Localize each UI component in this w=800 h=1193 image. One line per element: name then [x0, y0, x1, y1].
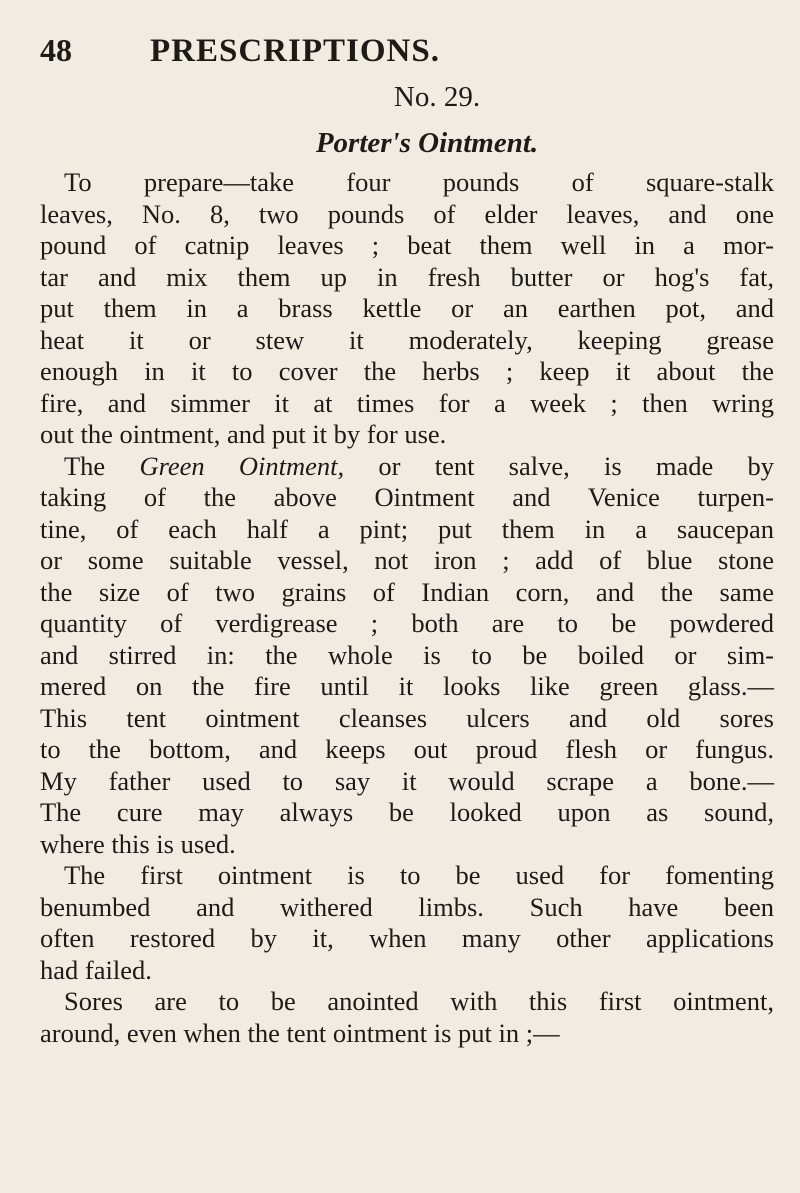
text-line: fire, and simmer it at times for a week ; then wring: [40, 387, 774, 418]
text-line: out the ointment, and put it by for use.: [40, 419, 447, 449]
text-line: and stirred in: the whole is to be boiled or sim-: [40, 639, 774, 670]
text-line: put them in a brass kettle or an earthen pot, and: [40, 293, 774, 323]
text-line: often restored by it, when many other applications: [40, 923, 774, 953]
text-line: The cure may always be looked upon as sound,: [40, 797, 774, 827]
text-line: heat it or stew it moderately, keeping grease: [40, 324, 774, 355]
text-line: The first ointment is to be used for fomenting: [64, 860, 774, 890]
text-line: tine, of each half a pint; put them in a saucepan: [40, 513, 774, 544]
text-run: The: [64, 450, 140, 481]
text-line: enough in it to cover the herbs ; keep it about the: [40, 356, 774, 386]
paragraph-preparation: [40, 167, 774, 451]
entry-title: Porter's Ointment.: [315, 127, 539, 159]
text-line: quantity of verdigrease ; both are to be powdered: [40, 608, 774, 638]
text-line: This tent ointment cleanses ulcers and old sores: [40, 702, 774, 733]
page-number: 48: [40, 32, 72, 68]
text-line: To prepare—take four pounds of square-stalk: [64, 167, 774, 197]
running-title: PRESCRIPTIONS.: [150, 33, 440, 69]
text-line: My father used to say it would scrape a bone.—: [40, 765, 774, 796]
paragraph-sores: [40, 986, 774, 1049]
text-line: to the bottom, and keeps out proud flesh or fungus.: [40, 734, 774, 764]
text-line: the size of two grains of Indian corn, and the same: [40, 576, 774, 607]
text-line: around, even when the tent ointment is put in ;—: [40, 1017, 560, 1048]
running-head: [40, 32, 774, 72]
text-line: had failed.: [40, 954, 152, 985]
text-line: taking of the above Ointment and Venice turpen-: [40, 482, 774, 512]
green-ointment-term: Green Ointment,: [139, 450, 345, 481]
text-line: where this is used.: [40, 828, 236, 859]
text-line: leaves, No. 8, two pounds of elder leaves, and one: [40, 198, 774, 229]
paragraph-first-ointment-use: [40, 860, 774, 986]
text-line: mered on the fire until it looks like green glass.—: [40, 671, 774, 701]
text-line: tar and mix them up in fresh butter or hog's fat,: [40, 261, 774, 292]
text-line: Sores are to be anointed with this first ointment,: [64, 986, 774, 1016]
entry-number: No. 29.: [393, 81, 481, 113]
paragraph-green-ointment: [40, 451, 774, 861]
text-line: benumbed and withered limbs. Such have been: [40, 891, 774, 922]
text-run: or tent salve, is made by: [344, 450, 775, 481]
text-line: or some suitable vessel, not iron ; add of blue stone: [40, 545, 774, 575]
text-line: pound of catnip leaves ; beat them well in a mor-: [40, 230, 774, 260]
text-line: [40, 451, 774, 483]
